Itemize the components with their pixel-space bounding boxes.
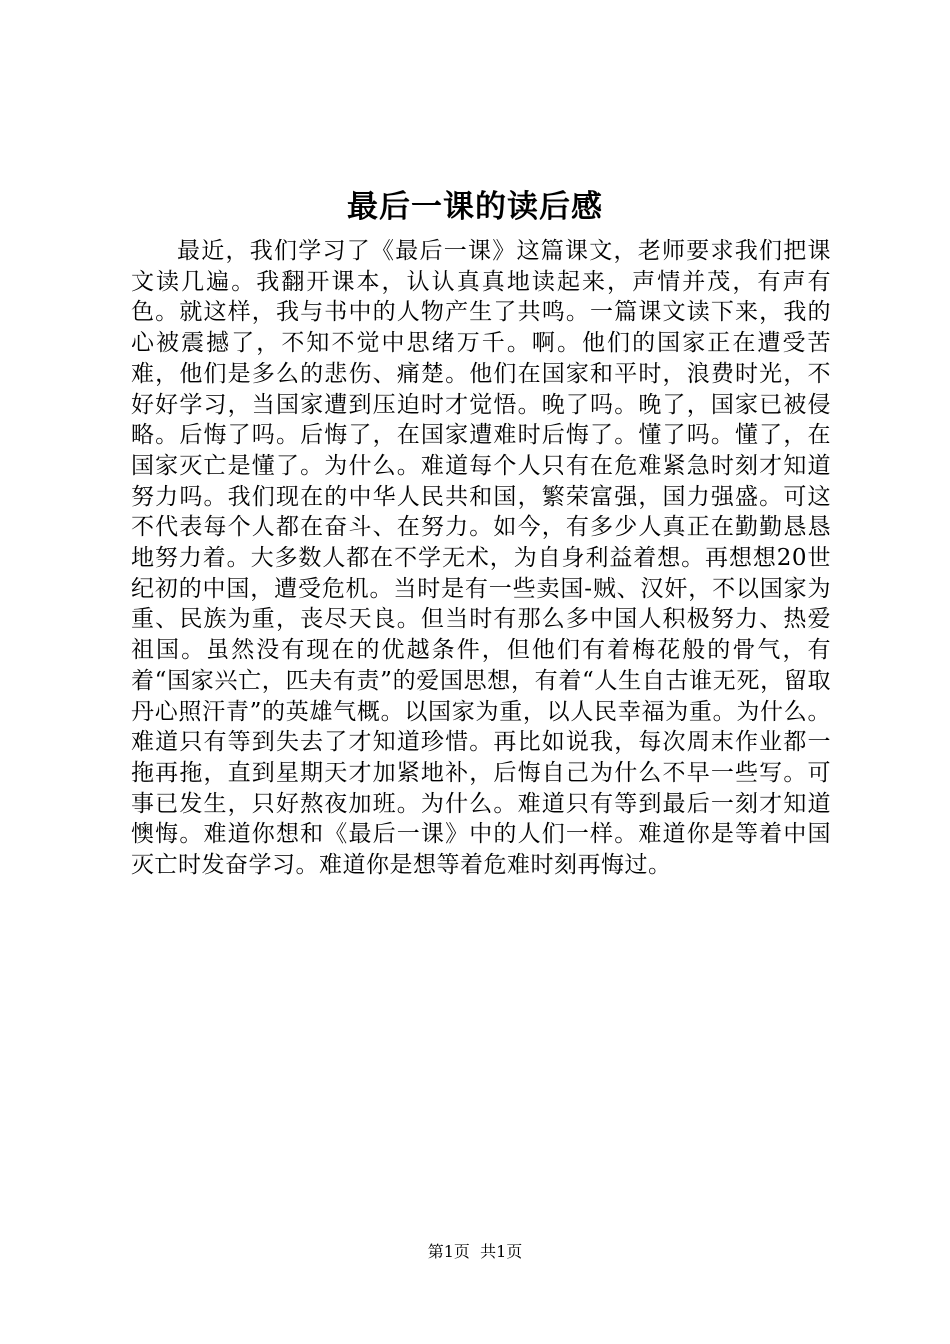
page-footer: 第1页 共1页 xyxy=(427,1242,523,1261)
body-paragraph: 最近，我们学习了《最后一课》这篇课文，老师要求我们把课文读几遍。我翻开课本，认认真真地读起来，声情并茂，有声有色。就这样，我与书中的人物产生了共鸣。一篇课文读下来，我的心被震撼了，不知不觉中思绪万千。啊。他们的国家正在遭受苦难，他们是多么的悲伤、痛楚。他们在国家和平时，浪费时光，不好好学习，当国家遭到压迫时才觉悟。晚了吗。晚了，国家已被侵略。后悔了吗。后悔了，在国家遭难时后悔了。懂了吗。懂了，在国家灭亡是懂了。为什么。难道每个人只有在危难紧急时刻才知道努力吗。我们现在的中华人民共和国，繁荣富强，国力强盛。可这不代表每个人都在奋斗、在努力。如今，有多少人真正在勤勤恳恳地努力着。大多数人都在不学无术，为自身利益着想。再想想20世纪初的中国，遭受危机。当时是有一些卖国-贼、汉奸，不以国家为重、民族为重，丧尽天良。但当时有那么多中国人积极努力、热爱祖国。虽然没有现在的优越条件，但他们有着梅花般的骨气，有着“国家兴亡，匹夫有责”的爱国思想，有着“人生自古谁无死，留取丹心照汗青”的英雄气概。以国家为重，以人民幸福为重。为什么。难道只有等到失去了才知道珍惜。再比如说我，每次周末作业都一拖再拖，直到星期天才加紧地补，后悔自己为什么不早一些写。可事已发生，只好熬夜加班。为什么。难道只有等到最后一刻才知道懊悔。难道你想和《最后一课》中的人们一样。难道你是等着中国灭亡时发奋学习。难道你是想等着危难时刻再悔过。 xyxy=(131,238,831,879)
document-title: 最后一课的读后感 xyxy=(347,189,603,225)
